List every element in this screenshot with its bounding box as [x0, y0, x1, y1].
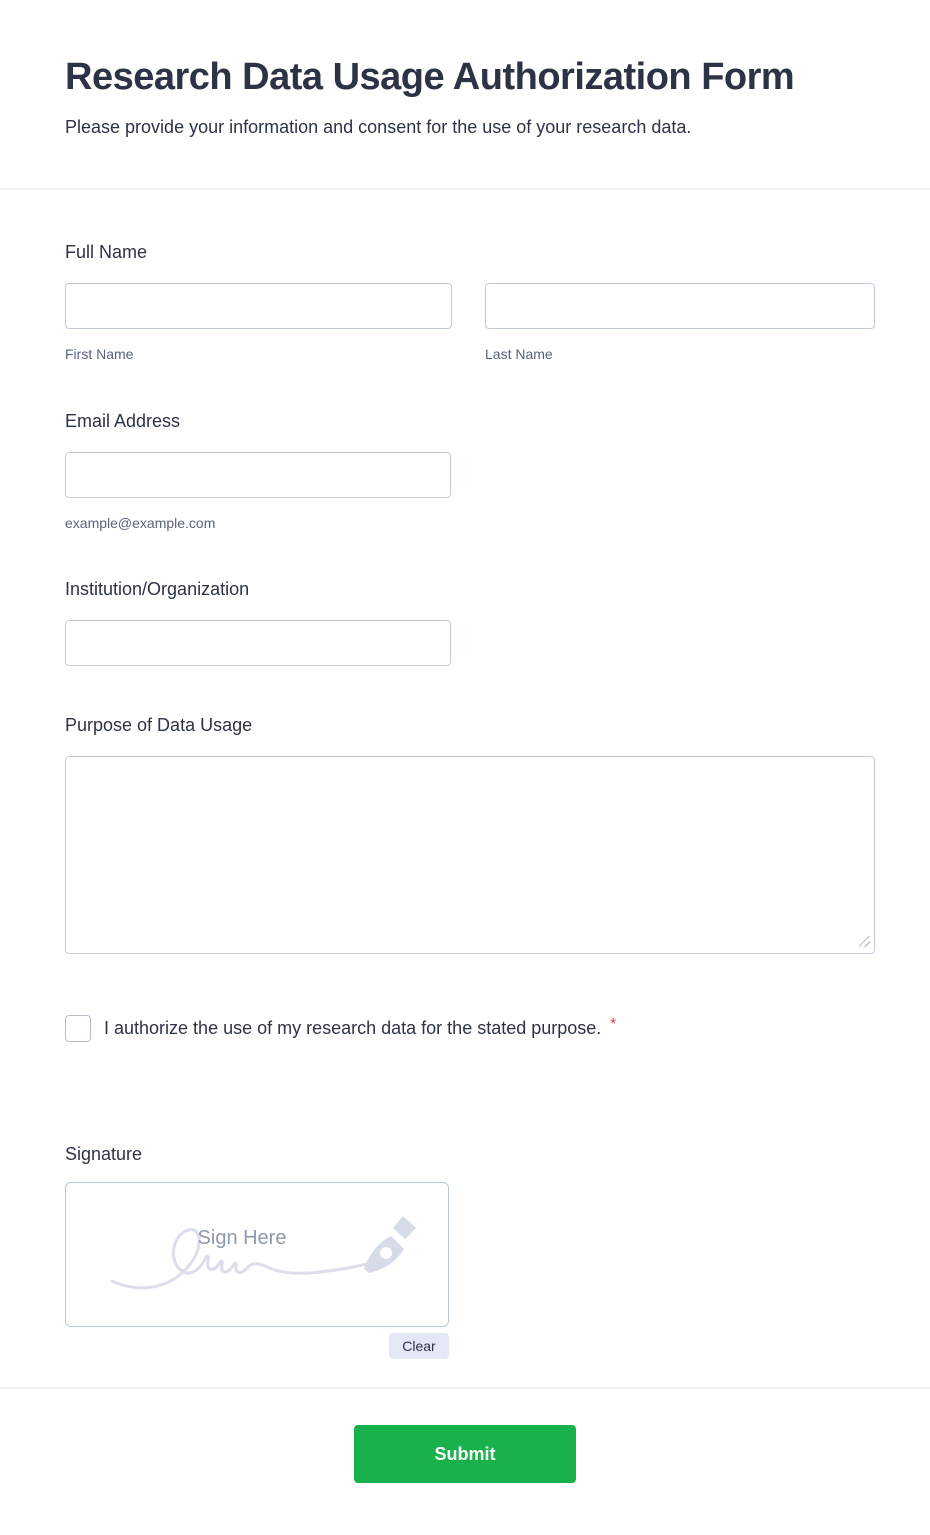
institution-input[interactable] [65, 620, 451, 666]
purpose-label: Purpose of Data Usage [65, 715, 253, 735]
field-email [65, 410, 875, 531]
consent-checkbox[interactable] [65, 1015, 91, 1042]
required-asterisk: * [610, 1014, 617, 1032]
signature-pad[interactable] [65, 1182, 449, 1327]
sign-here-placeholder: Sign Here [197, 1227, 287, 1249]
first-name-sublabel: First Name [65, 346, 134, 362]
purpose-textarea[interactable] [65, 756, 875, 954]
field-purpose [65, 714, 875, 954]
submit-button[interactable]: Submit [354, 1425, 576, 1483]
sign-here-squiggle [108, 1211, 420, 1303]
field-full-name [65, 241, 875, 362]
email-input[interactable] [65, 452, 451, 498]
field-consent [65, 1014, 875, 1042]
pen-nib-icon [364, 1216, 416, 1273]
last-name-sublabel: Last Name [485, 346, 553, 362]
page-title: Research Data Usage Authorization Form [65, 56, 795, 98]
email-sublabel: example@example.com [65, 515, 216, 531]
form-body [0, 241, 930, 1359]
header-divider [0, 188, 930, 190]
signature-label: Signature [65, 1144, 143, 1164]
page-subtitle: Please provide your information and consent for the use of your research data. [65, 117, 692, 137]
last-name-input[interactable] [485, 283, 875, 329]
consent-label[interactable]: I authorize the use of my research data for the stated purpose. [104, 1018, 602, 1038]
submit-area [0, 1389, 930, 1483]
institution-label: Institution/Organization [65, 579, 250, 599]
first-name-input[interactable] [65, 283, 452, 329]
full-name-label: Full Name [65, 242, 148, 262]
field-institution [65, 578, 875, 666]
email-label: Email Address [65, 411, 181, 431]
form-header [0, 0, 930, 188]
field-signature [65, 1143, 875, 1359]
clear-button[interactable]: Clear [389, 1333, 449, 1359]
